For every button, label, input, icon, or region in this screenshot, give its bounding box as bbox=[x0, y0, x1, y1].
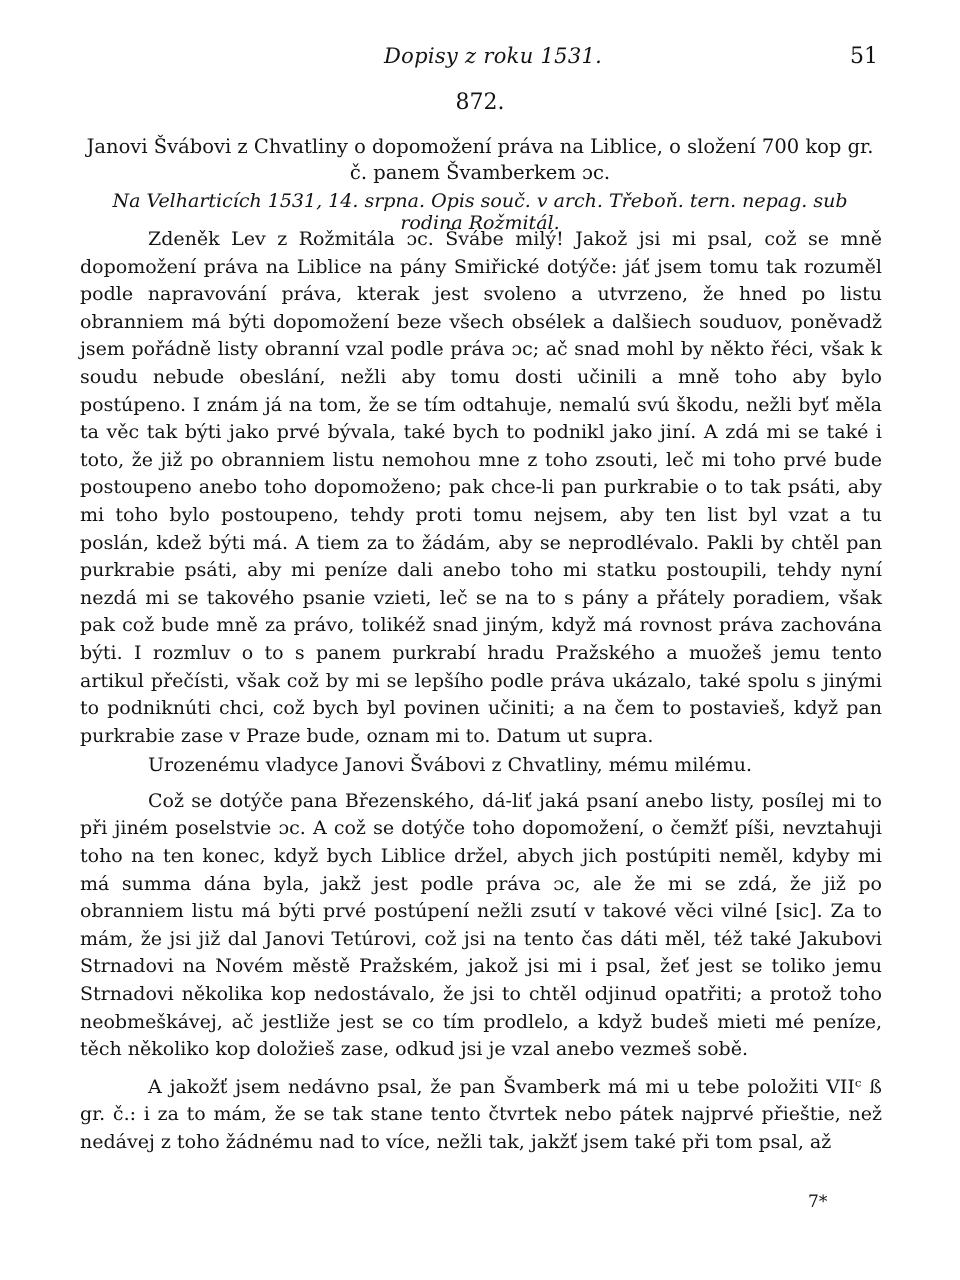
letter-paragraph-3: A jakožť jsem nedávno psal, že pan Švamberk má mi u tebe položiti VIIᶜ ß gr. č.: i za to mám, že se tak stane tento čtvrtek nebo pátek najprvé přieštie, než nedávej z toho žádnému nad to více, nežli tak, jakžť jsem také při tom psal, až bbox=[80, 1075, 882, 1153]
running-header bbox=[0, 40, 960, 74]
document-number: 872. bbox=[455, 90, 505, 115]
letter-paragraph-2: Což se dotýče pana Březenského, dá-liť jaká psaní anebo listy, posílej mi to při jiném poselstvie ɔc. A což se dotýče toho dopomožení, o čemžť píši, nevztahuji toho na ten konec, když bych Liblice držel, abych jich postúpiti neměl, kdyby mi má summa dána byla, jakž jest podle práva ɔc, ale že mi se zdá, že již po obranniem listu má býti prvé postúpení nežli zsutí v takové věci vilné [sic]. Za to mám, že jsi již dal Janovi Tetúrovi, což jsi na tento čas dáti měl, též také Jakubovi Strnadovi na Novém městě Pražském, jakož jsi mi i psal, žeť jest se toliko jemu Strnadovi několika kop nedostávalo, že jsi to chtěl odjinud opatřiti; a protož toho neobmeškávej, ač jestliže jest se co tím prodlelo, a když budeš mieti mé peníze, těch několiko kop doložieš zase, odkud jsi je vzal anebo vezmeš sobě. bbox=[80, 789, 882, 1061]
letter-paragraph-1: Zdeněk Lev z Rožmitála ɔc. Švábe milý! Jakož jsi mi psal, což se mně dopomožení práva na Liblice na pány Smiřické dotýče: jáť jsem tomu tak rozuměl podle napravování práva, kterak jest svoleno a utvrzeno, že hned po listu obranniem má býti dopomožení beze všech obsélek a dalšiech souduov, poněvadž jsem pořádně listy obranní vzal podle práva ɔc; ač snad mohl by někto řéci, však k soudu nebude obeslání, nežli aby tomu dosti učinili a mně toho aby bylo postúpeno. I znám já na tom, že se tím odtahuje, nemalú svú škodu, nežli byť měla ta věc tak býti jako prvé bývala, také bych to podnikl jako jiní. A zdá mi se také i toto, že již po obranniem listu nemohou mne z toho zsouti, leč mi toho prvé bude postoupeno anebo toho dopomoženo; pak chce-li pan purkrabie o to tak psáti, aby mi toho bylo postoupeno, tehdy proti tomu nejsem, aby ten list byl vzat a tu poslán, kdež býti má. A tiem za to žádám, aby se neprodlévalo. Pakli by chtěl pan purkrabie psáti, aby mi peníze dali anebo toho mi statku postoupili, tehdy nyní nezdá mi se takového psanie vzieti, leč se na to s pány a přátely poradiem, však pak což bude mně za právo, tolikéž snad jiným, když má rovnost práva zachována býti. I rozmluv o to s panem purkrabí hradu Pražského a muožeš jemu tento artikul přečísti, však což by mi se lepšího podle práva ukázalo, také spolu s jinými to podniknúti chci, což bych byl povinen učiniti; a na čem to postavieš, když pan purkrabie zase v Praze bude, oznam mi to. Datum ut supra. bbox=[80, 228, 882, 747]
letter-address: Urozenému vladyce Janovi Švábovi z Chvatliny, mému milému. bbox=[148, 754, 752, 777]
signature-mark: 7* bbox=[808, 1192, 828, 1212]
page-number: 51 bbox=[850, 44, 878, 69]
running-title: Dopisy z roku 1531. bbox=[384, 44, 603, 68]
document-regest: Janovi Švábovi z Chvatliny o dopomožení práva na Liblice, o složení 700 kop gr. č. panem Švamberkem ɔc. bbox=[86, 135, 874, 184]
letter-body bbox=[80, 226, 882, 1157]
source-note: Na Velharticích 1531, 14. srpna. Opis souč. v arch. Třeboň. tern. nepag. sub rodina Rožmitál. bbox=[112, 190, 848, 234]
